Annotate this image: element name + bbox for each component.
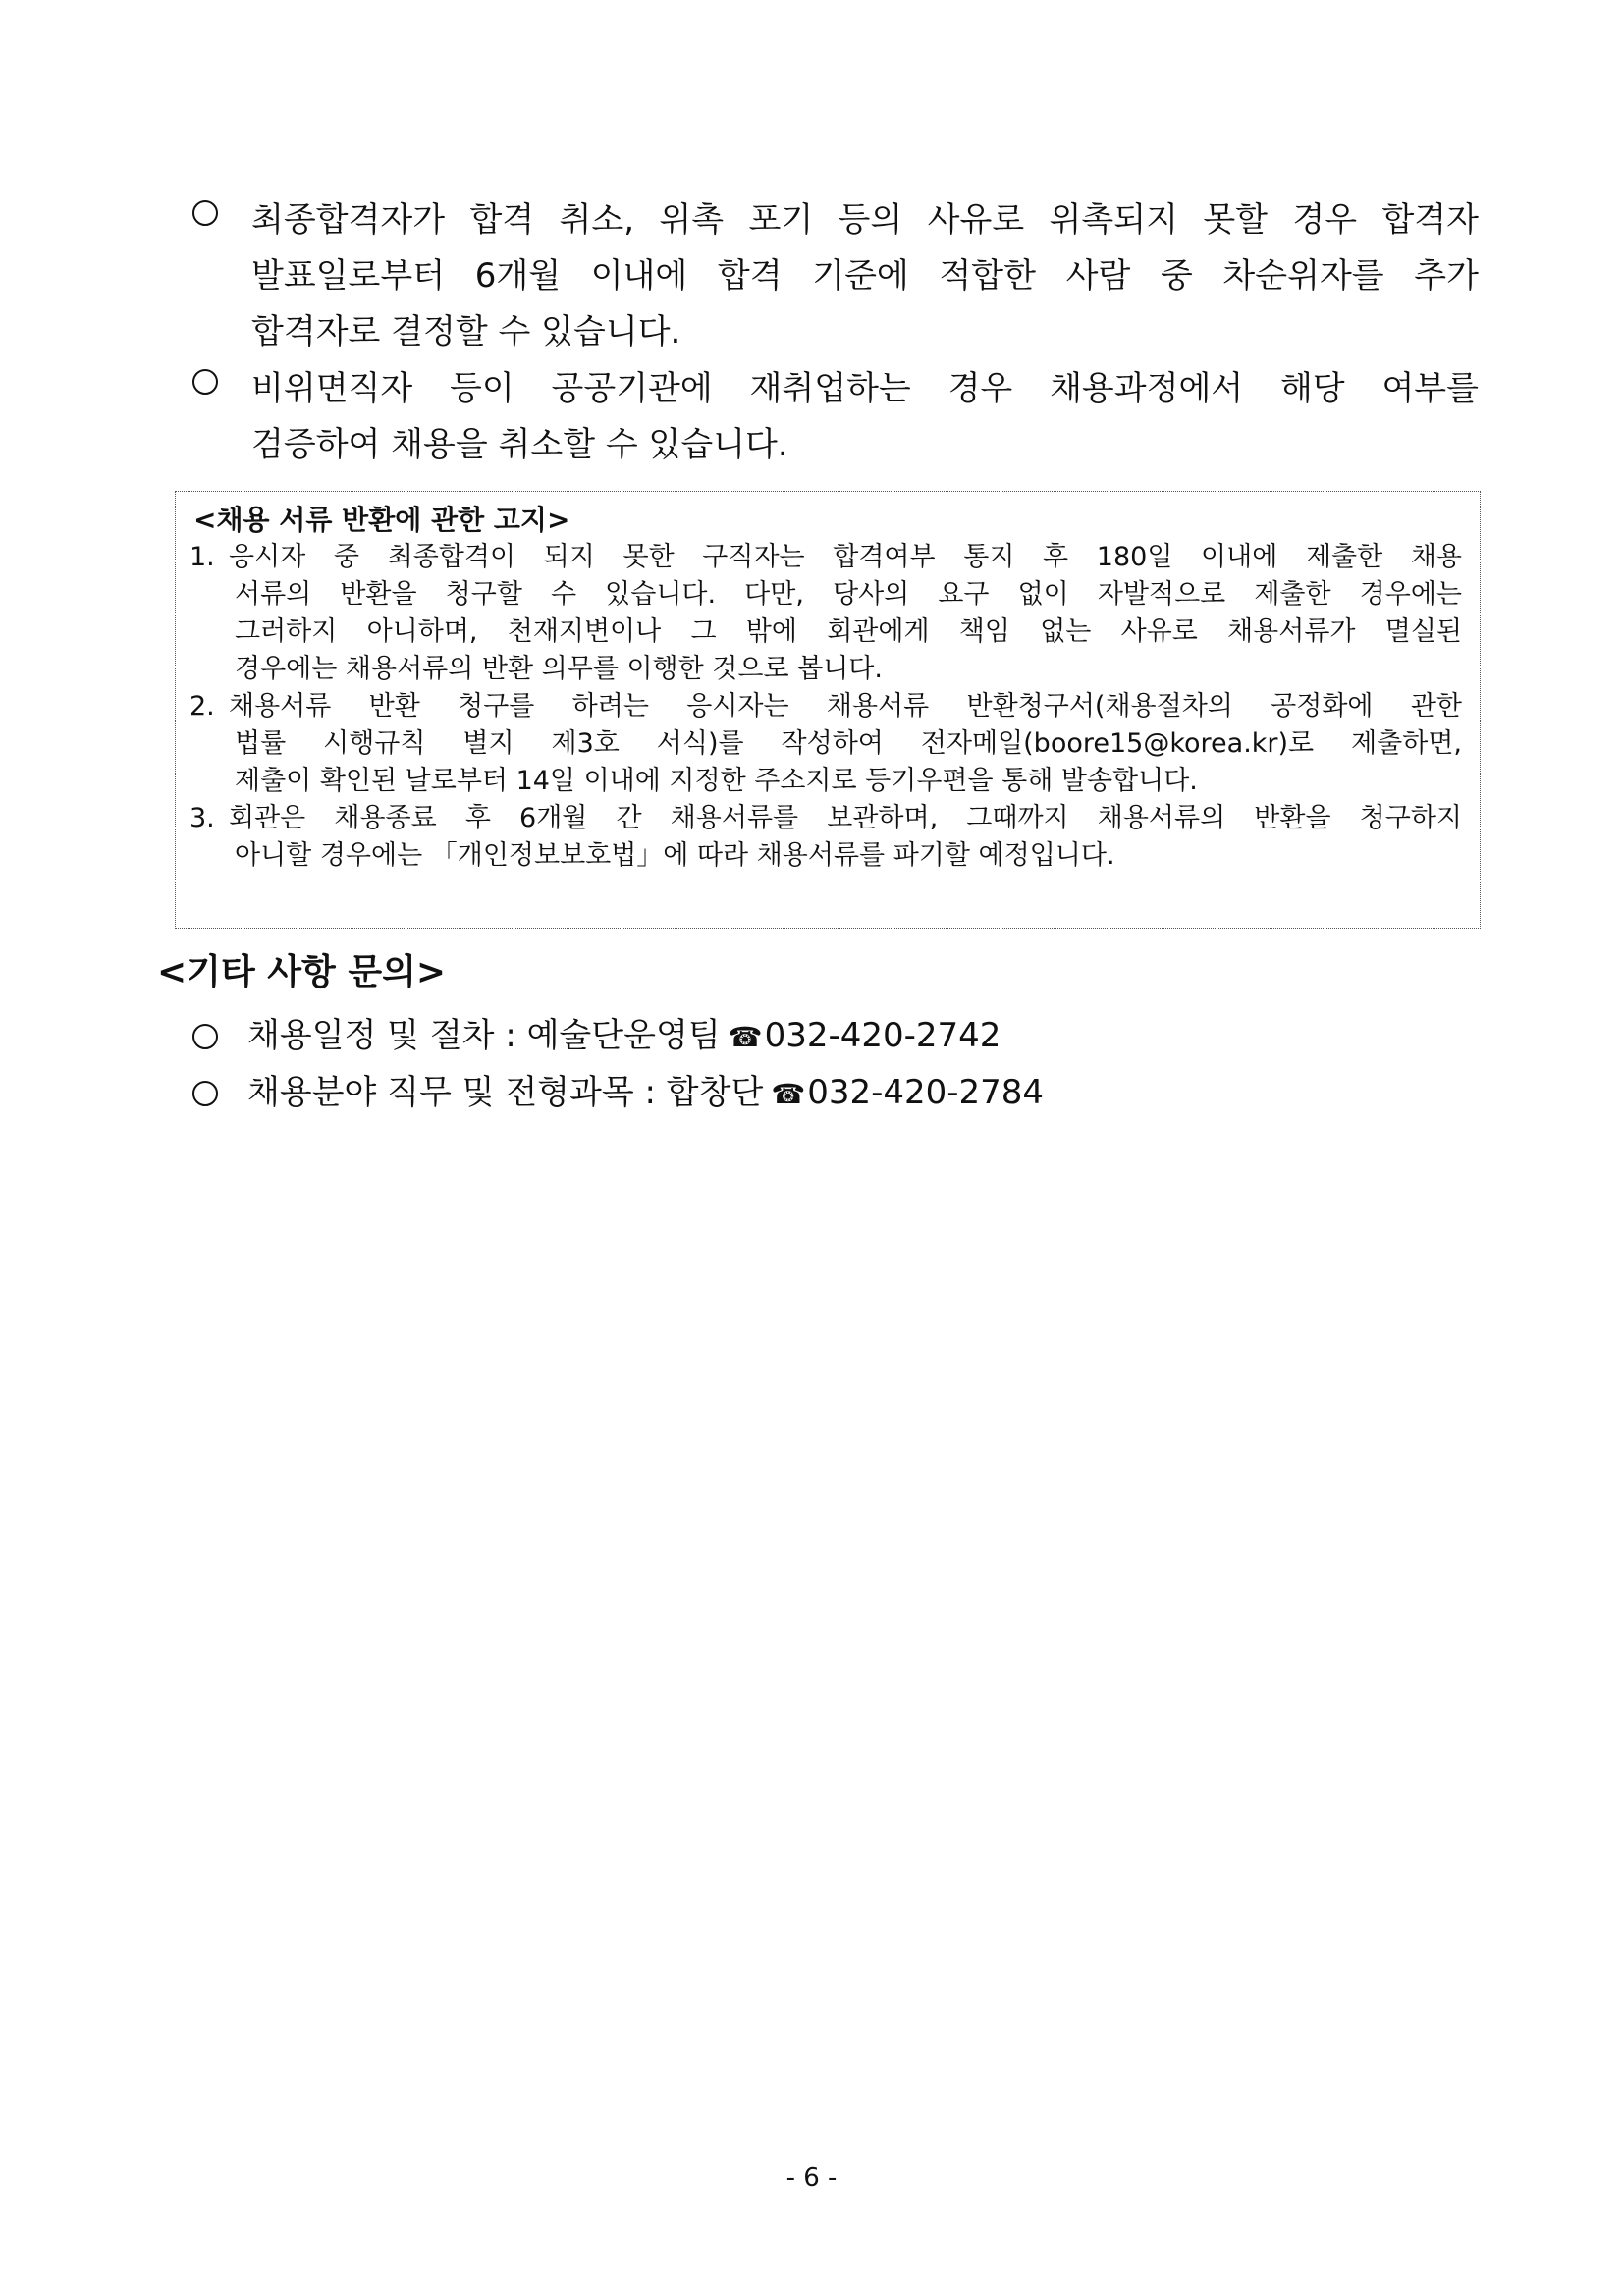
text-line: 비위면직자 등이 공공기관에 재취업하는 경우 채용과정에서 해당 여부를 [251,369,1479,408]
text-line: 그러하지 아니하며, 천재지변이나 그 밖에 회관에게 책임 없는 사유로 채용서류가 멸실된 [235,616,1462,647]
text-line: 합격자로 결정할 수 있습니다. [251,312,681,351]
notice-item [189,688,1462,800]
text-segment: 채용서류 반환 청구를 하려는 응시자는 채용서류 반환청구서(채용절차의 공정화에 관한 [229,691,1462,721]
item-number: 2. [189,691,215,721]
contact-item [192,1011,1001,1062]
text-line [189,539,1462,576]
item-number: 3. [189,803,215,833]
bullet-item [192,361,1479,473]
phone-icon: ☎ [728,1021,763,1053]
contact-item [192,1068,1044,1119]
bullet-text [251,361,1479,473]
text-line: 발표일로부터 6개월 이내에 합격 기준에 적합한 사람 중 차순위자를 추가 [251,256,1479,295]
circle-bullet-icon [192,200,218,226]
contact-label: 채용분야 직무 및 전형과목 : 합창단 [247,1073,764,1112]
text-line: 검증하여 채용을 취소할 수 있습니다. [251,425,788,464]
notice-item [189,800,1462,875]
text-line [189,800,1462,837]
page-number: - 6 - [785,2163,838,2193]
notice-box [175,491,1481,929]
text-line: 아니할 경우에는 「개인정보보호법」에 따라 채용서류를 파기할 예정입니다. [235,840,1115,871]
phone-number: 032-420-2784 [807,1073,1045,1112]
text-line: 최종합격자가 합격 취소, 위촉 포기 등의 사유로 위촉되지 못할 경우 합격자 [251,200,1479,240]
text-line: 법률 시행규칙 별지 제3호 서식)를 작성하여 전자메일(boore15@korea.kr)로 제출하면, [235,728,1462,759]
text-line [189,688,1462,725]
section-title: <기타 사항 문의> [157,952,447,992]
item-number: 1. [189,542,215,572]
bullet-item [192,192,1479,360]
contact-text [247,1011,1001,1062]
phone-icon: ☎ [771,1078,806,1110]
bullet-text [251,192,1479,360]
text-line: 서류의 반환을 청구할 수 있습니다. 다만, 당사의 요구 없이 자발적으로 제출한 경우에는 [235,579,1462,610]
text-segment: 회관은 채용종료 후 6개월 간 채용서류를 보관하며, 그때까지 채용서류의 반환을 청구하지 [229,803,1462,833]
circle-bullet-icon [192,1081,218,1106]
notice-title: <채용 서류 반환에 관한 고지> [193,504,570,536]
text-segment: 응시자 중 최종합격이 되지 못한 구직자는 합격여부 통지 후 180일 이내에 제출한 채용 [229,542,1462,572]
circle-bullet-icon [192,369,218,395]
circle-bullet-icon [192,1024,218,1049]
phone-number: 032-420-2742 [764,1016,1001,1055]
contact-label: 채용일정 및 절차 : 예술단운영팀 [247,1016,721,1055]
text-line: 제출이 확인된 날로부터 14일 이내에 지정한 주소지로 등기우편을 통해 발송합니다. [235,766,1198,796]
contact-text [247,1068,1044,1119]
text-line: 경우에는 채용서류의 반환 의무를 이행한 것으로 봅니다. [235,654,883,684]
notice-item [189,539,1462,688]
